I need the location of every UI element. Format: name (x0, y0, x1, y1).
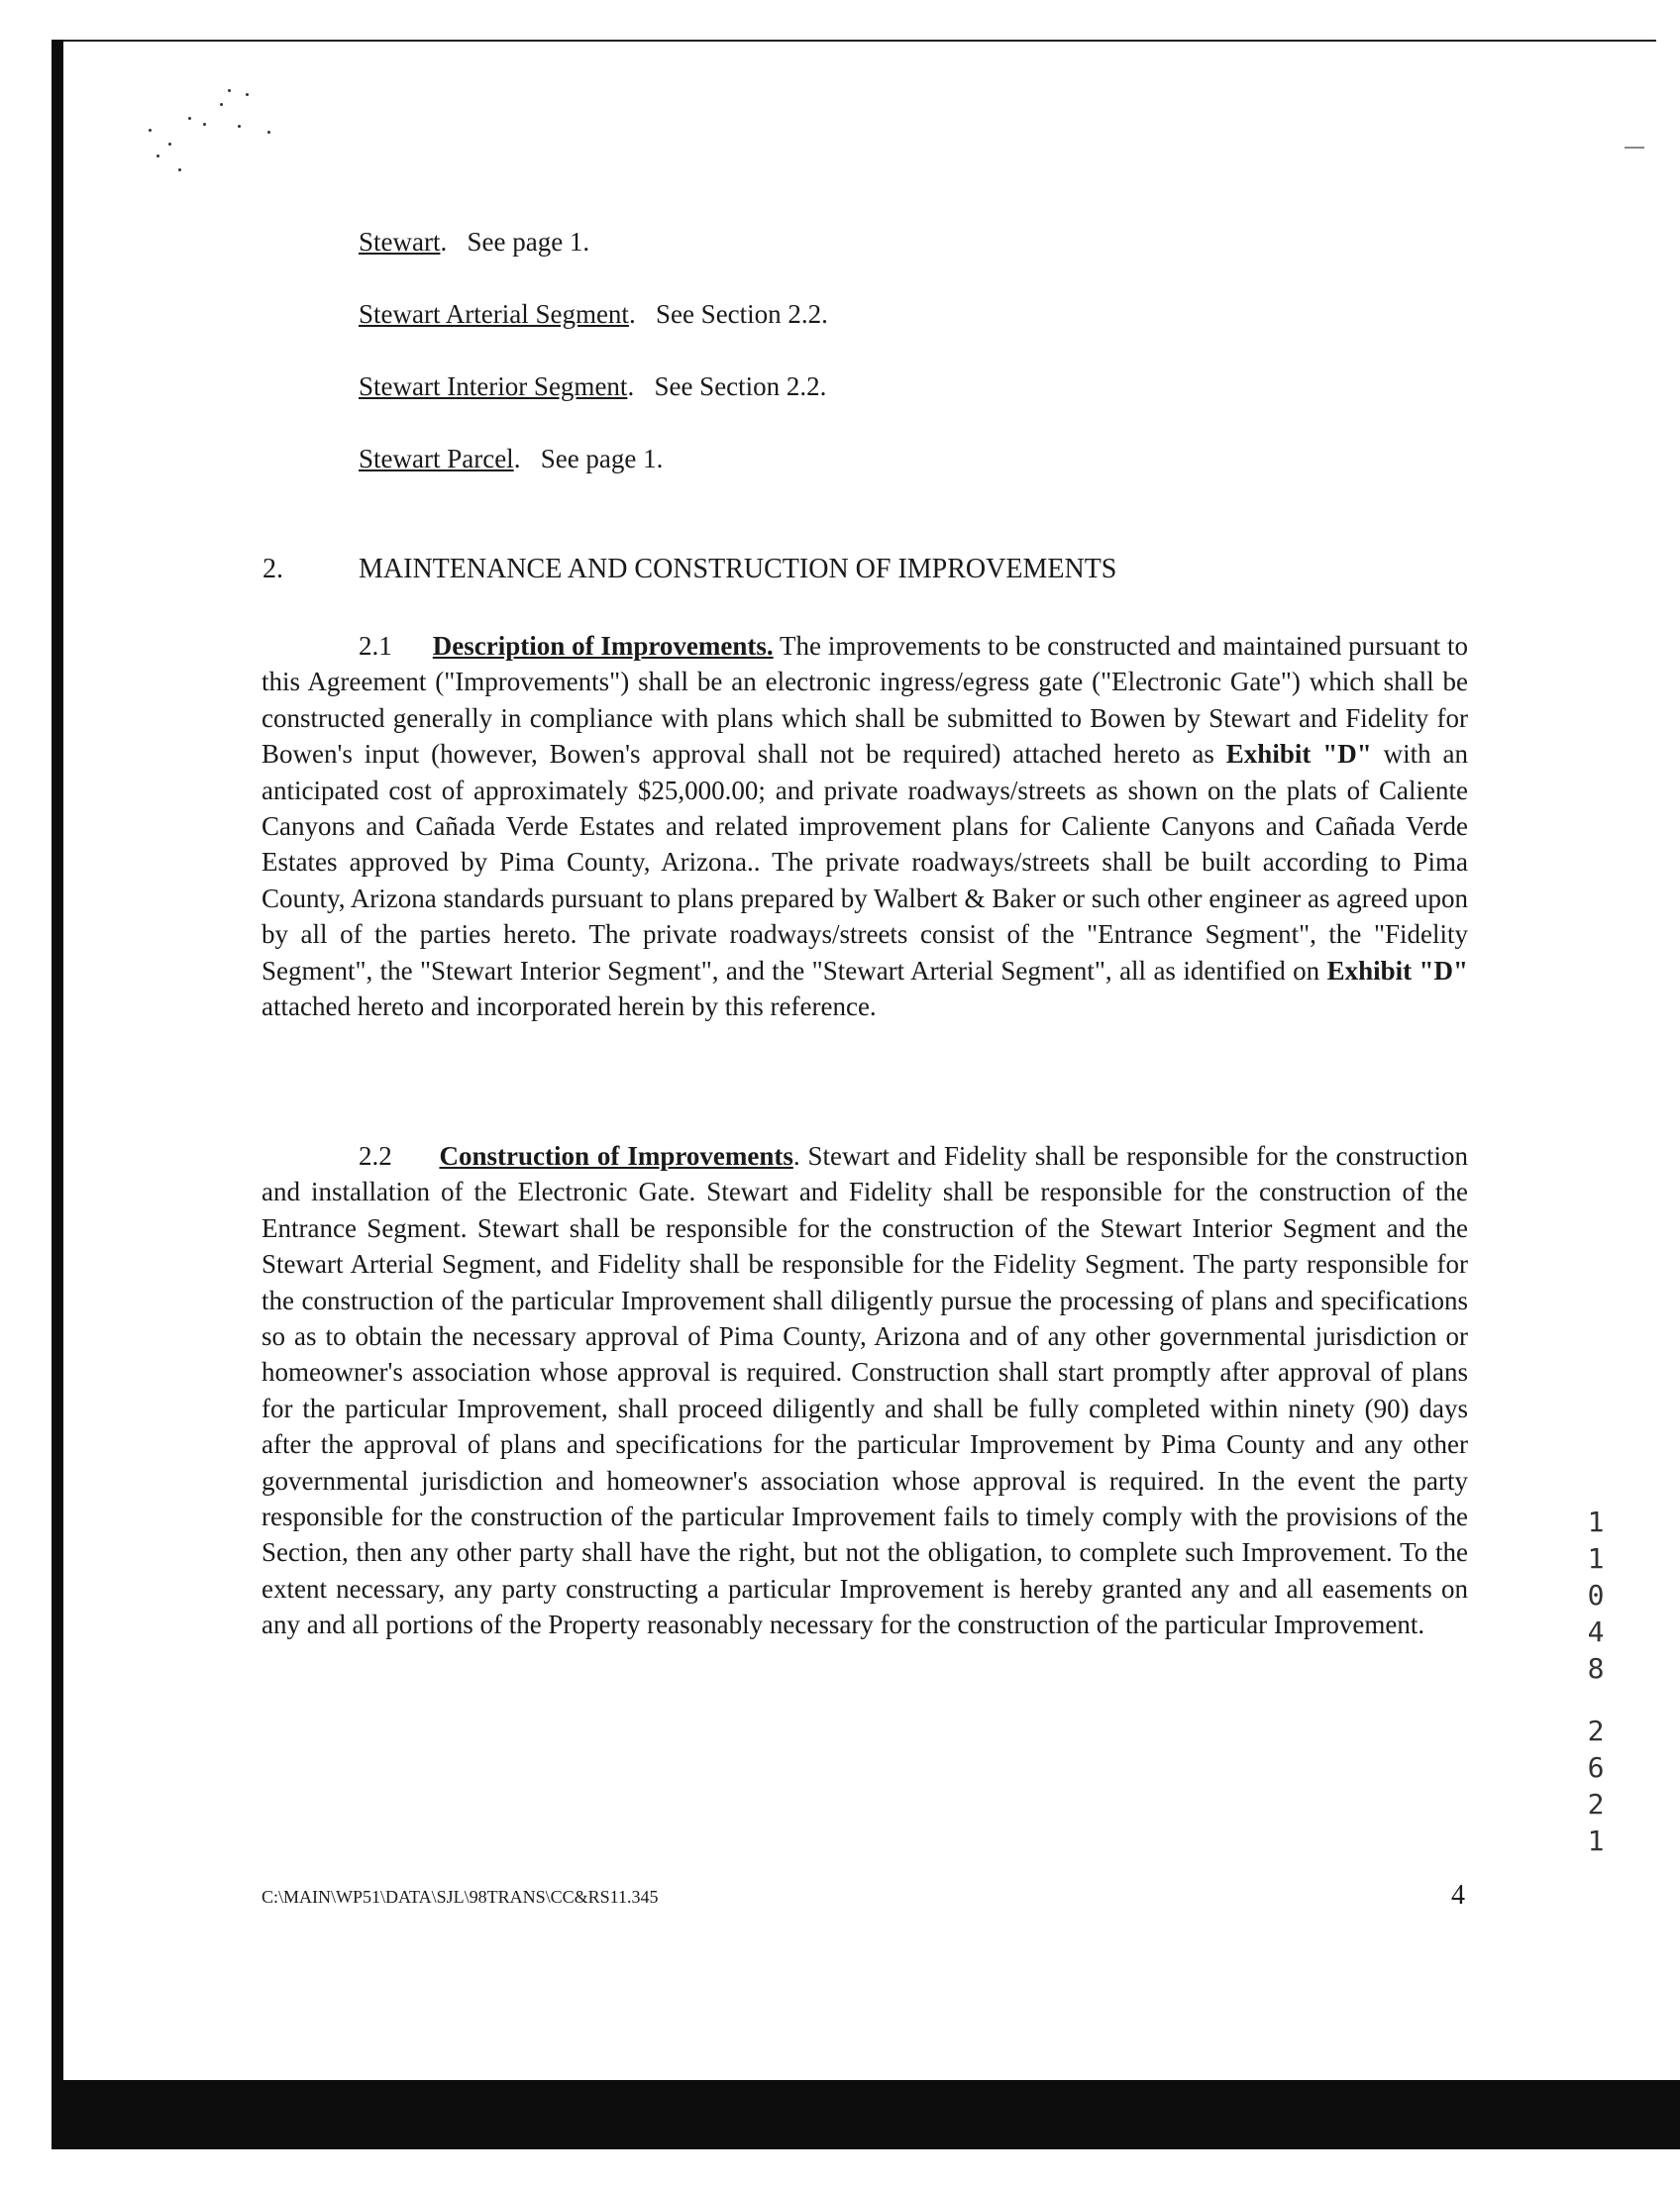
exhibit-letter: "D" (1311, 739, 1372, 770)
scan-edge-left (52, 40, 63, 2149)
subsection-2-2 (262, 1138, 1468, 1643)
section-title: MAINTENANCE AND CONSTRUCTION OF IMPROVEMENTS (359, 554, 1117, 584)
stamp-digit: 0 (1587, 1579, 1605, 1612)
subsection-2-1 (262, 628, 1468, 1024)
body-text: with an anticipated cost of approximately $25,000.00; and private roadways/streets as shown on the plats of Caliente Canyons and Cañada Verde Estates and related improvement plans for Caliente Canyons and Cañada Verde Estates approved by Pima County, Arizona.. The private roadways/streets shall be built according to Pima County, Arizona standards pursuant to plans prepared by Walbert & Baker or such other engineer as agreed upon by all of the parties hereto. The private roadways/streets consist of the "Entrance Segment", the "Fidelity Segment", the "Stewart Interior Segment", and the "Stewart Arterial Segment", all as identified on (262, 739, 1468, 986)
stamp-digit: 1 (1587, 1506, 1605, 1538)
stamp-digit: 2 (1587, 1788, 1605, 1821)
scan-mark (1625, 147, 1644, 149)
stamp-digit: 6 (1587, 1751, 1605, 1784)
stamp-digit: 1 (1587, 1824, 1605, 1857)
exhibit-letter: "D" (1412, 955, 1468, 986)
subsection-number: 2.1 (359, 631, 392, 661)
footer-file-path: C:\MAIN\WP51\DATA\SJL\98TRANS\CC&RS11.345 (262, 1887, 659, 1907)
definition-stewart-arterial-segment: Stewart Arterial Segment. See Section 2.2. (359, 299, 828, 329)
body-text: attached hereto and incorporated herein by this reference. (262, 991, 877, 1022)
definition-term: Stewart Parcel (359, 444, 514, 473)
definition-stewart-parcel: Stewart Parcel. See page 1. (359, 444, 664, 473)
subsection-number: 2.2 (359, 1141, 392, 1171)
definition-reference: See Section 2.2. (654, 371, 827, 401)
scan-edge-bottom (52, 2080, 1680, 2149)
recording-stamp (1583, 1504, 1609, 1859)
stamp-digit: 8 (1587, 1652, 1605, 1685)
definition-reference: See Section 2.2. (655, 299, 828, 329)
definition-reference: See page 1. (540, 444, 664, 473)
stamp-digit: 2 (1587, 1715, 1605, 1747)
definition-term: Stewart Arterial Segment (359, 299, 629, 329)
definition-reference: See page 1. (467, 227, 590, 257)
stamp-digit: 4 (1587, 1615, 1605, 1648)
scan-specks (129, 79, 327, 188)
body-text: . Stewart and Fidelity shall be responsible for the construction and installation of the Electronic Gate. Stewart and Fidelity shall be responsible for the construction of the Entrance Segment. Stewart shall be responsible for the construction of the Stewart Interior Segment and the Stewart Arterial Segment, and Fidelity shall be responsible for the Fidelity Segment. The party responsible for the construction of the particular Improvement shall diligently pursue the processing of plans and specifications so as to obtain the necessary approval of Pima County, Arizona and of any other governmental jurisdiction or homeowner's association whose approval is required. Construction shall start promptly after approval of plans for the particular Improvement, shall proceed diligently and shall be fully completed within ninety (90) days after the approval of plans and specifications for the particular Improvement by Pima County and any other governmental jurisdiction and homeowner's association whose approval is required. In the event the party responsible for the construction of the particular Improvement fails to timely comply with the provisions of the Section, then any other party shall have the right, but not the obligation, to complete such Improvement. To the extent necessary, any party constructing a particular Improvement is hereby granted any and all easements on any and all portions of the Property reasonably necessary for the construction of the particular Improvement. (262, 1141, 1469, 1640)
scan-edge-top (52, 40, 1656, 42)
exhibit-reference: Exhibit (1225, 739, 1312, 770)
subsection-title: Description of Improvements. (432, 631, 774, 661)
definition-term: Stewart Interior Segment (359, 371, 628, 401)
definition-term: Stewart (359, 227, 441, 257)
page-number: 4 (1451, 1880, 1465, 1911)
subsection-title: Construction of Improvements (439, 1141, 793, 1171)
definition-stewart-interior-segment: Stewart Interior Segment. See Section 2.2. (359, 371, 827, 401)
section-heading (262, 553, 1116, 586)
section-number: 2. (262, 554, 283, 584)
definition-stewart: Stewart. See page 1. (359, 227, 590, 257)
body-text: The improvements to be constructed and maintained pursuant to this Agreement ("Improvements") shall be an electronic ingress/egress gate ("Electronic Gate") which shall be constructed generally in compliance with plans which shall be submitted to Bowen by Stewart and Fidelity for Bowen's input (however, Bowen's approval shall not be required) attached hereto as (262, 631, 1469, 770)
stamp-digit: 1 (1587, 1542, 1605, 1575)
exhibit-reference: Exhibit (1326, 955, 1413, 986)
